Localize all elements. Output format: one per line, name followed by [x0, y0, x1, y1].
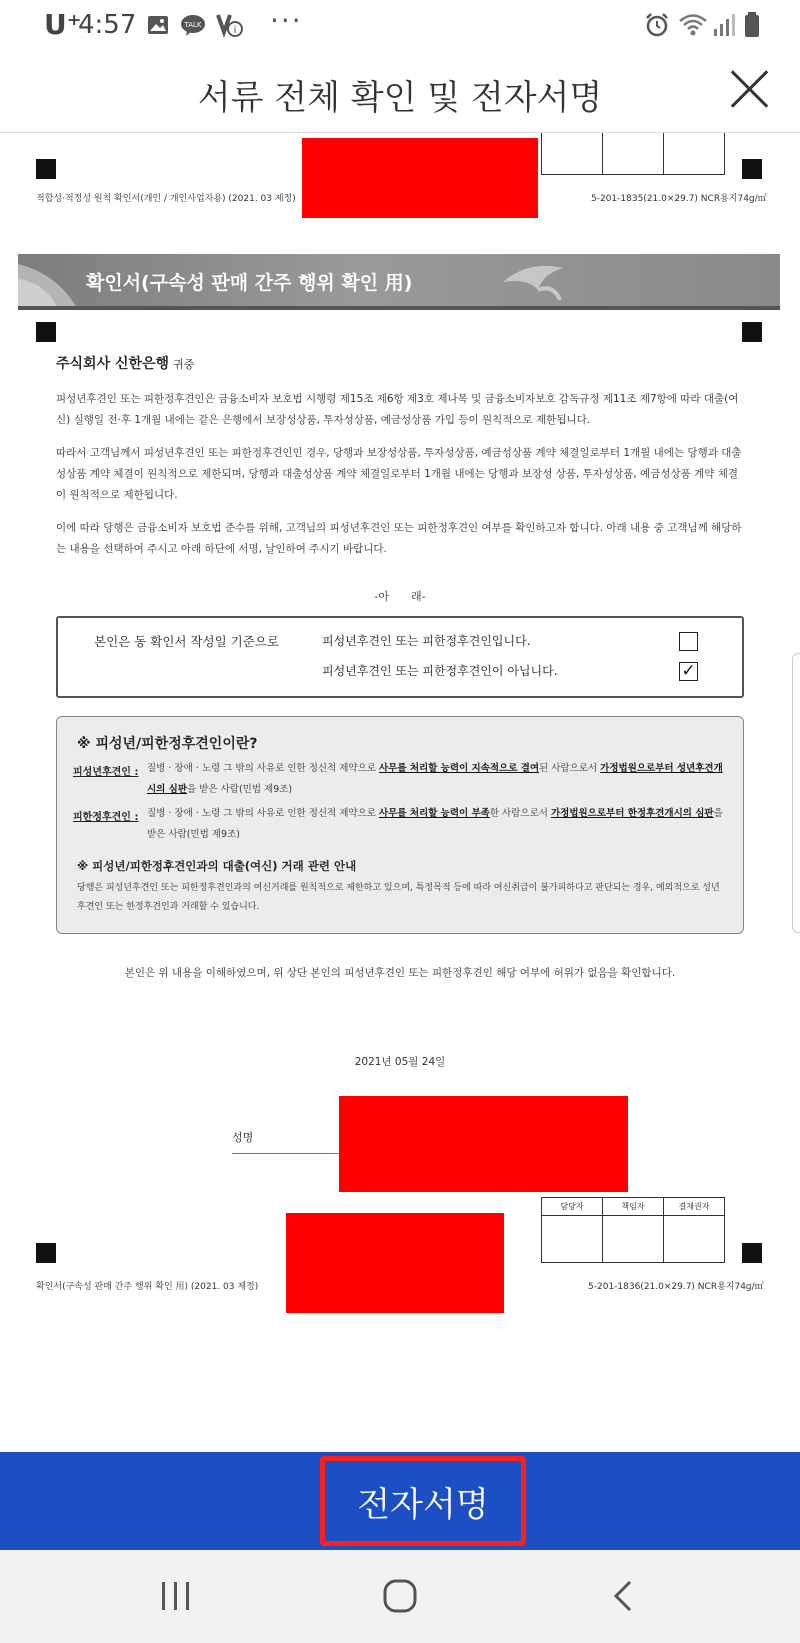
paragraph-2: 따라서 고객님께서 피성년후견인 또는 피한정후견인인 경우, 당행과 보장성상품, 투자성상품, 예금성상품 계약 체결일로부터 1개월 내에는 당행과 대출성상품 계약 체결이 원칙적으로 제한되며, 당행과 대출성상품 계약 체결일로부터 1개월 내에는 당행과 보장성 상품, 투자성상품, 예금성상품 계약 체결이 원칙적으로 제한됩니다.	[56, 447, 742, 501]
v3-app-icon	[216, 12, 246, 38]
carrier-label: U⁺	[44, 8, 82, 41]
back-icon[interactable]	[594, 1576, 654, 1616]
def-text: 을 받은 사람(민법 제9조)	[187, 784, 293, 795]
info-note: 당행은 피성년후견인 또는 피한정후견인과의 여신거래를 원칙적으로 제한하고 있으며, 특정목적 등에 따라 여신취급이 불가피하다고 판단되는 경우, 예외적으로 성년후견인 또는 한정후견인과 거래할 수 있습니다.	[77, 883, 720, 912]
recent-apps-icon[interactable]	[146, 1576, 206, 1616]
def-text: 질병 · 장애 · 노령 그 밖의 사유로 인한 정신적 제약으로	[147, 808, 379, 819]
def-emphasis: 사무를 처리할 능력이 부족	[378, 808, 490, 819]
document-title: 확인서(구속성 판매 간주 행위 확인 用)	[86, 272, 413, 294]
option-is-ward-checkbox[interactable]	[679, 632, 698, 651]
system-nav-bar	[0, 1550, 800, 1643]
home-icon[interactable]	[370, 1576, 430, 1616]
registration-mark	[742, 159, 762, 179]
name-label: 성명	[232, 1131, 254, 1144]
signal-icon	[712, 12, 736, 38]
addressee-suffix: 귀중	[173, 358, 195, 371]
redaction-block-signature	[339, 1096, 628, 1192]
app-header	[0, 50, 800, 132]
def-text: 한 사람으로서	[489, 808, 551, 819]
svg-text:i: i	[233, 25, 237, 36]
prev-page-approval-grid	[541, 132, 725, 175]
declaration-text: 본인은 위 내용을 이해하였으며, 위 상단 본인의 피성년후견인 또는 피한정후견인 해당 여부에 허위가 없음을 확인합니다.	[124, 967, 676, 979]
battery-icon	[744, 12, 760, 38]
paragraph-1: 피성년후견인 또는 피한정후견인은 금융소비자 보호법 시행령 제15조 제6항 제3호 제나목 및 금융소비자보호 감독규정 제11조 제7항에 따라 대출(여신) 실행일 전·후 1개월 내에는 같은 은행에서 보장성상품, 투자성상품, 예금성상품 가입 등이 원칙적으로 제한됩니다.	[56, 393, 739, 426]
info-title: ※ 피성년/피한정후견인이란?	[77, 736, 258, 752]
info-subtitle: ※ 피성년/피한정후견인과의 대출(여신) 거래 관련 안내	[77, 859, 357, 873]
registration-mark	[742, 1243, 762, 1263]
option-not-ward-checkbox[interactable]: ✓	[679, 662, 698, 681]
definition-info-box	[56, 716, 744, 934]
def-text: 질병 · 장애 · 노령 그 밖의 사유로 인한 정신적 제약으로	[147, 763, 379, 774]
def-text: 을 받은 사람(민법 제9조)	[147, 808, 723, 840]
clock: 4:57	[78, 10, 137, 40]
alarm-icon	[644, 12, 670, 38]
approval-table	[541, 1197, 725, 1263]
addressee	[56, 353, 194, 373]
def-emphasis: 가정법원으로부터 한정후견개시의 심판	[550, 808, 714, 819]
def-text: 된 사람으로서	[539, 763, 601, 774]
kakaotalk-icon	[180, 12, 206, 38]
registration-mark	[36, 322, 56, 342]
registration-mark	[742, 322, 762, 342]
approval-header-approver: 결재권자	[678, 1202, 710, 1211]
name-underline	[232, 1153, 342, 1154]
redaction-block	[302, 138, 538, 218]
gallery-icon	[146, 12, 170, 38]
prev-page-footer-left: 적합성·적정성 원칙 확인서(개인 / 개인사업자용) (2021. 03 제정)	[36, 194, 296, 204]
action-bar	[0, 1452, 800, 1550]
page-title: 서류 전체 확인 및 전자서명	[197, 78, 603, 118]
registration-mark	[36, 1243, 56, 1263]
close-button[interactable]	[728, 68, 770, 110]
approval-header-manager: 책임자	[603, 1198, 664, 1215]
term-limited-ward: 피한정후견인 :	[73, 812, 139, 823]
more-notifications-icon: ···	[270, 4, 303, 37]
def-emphasis: 사무를 처리할 능력이 지속적으로 결여	[378, 763, 540, 774]
bank-logo-watermark-icon	[498, 260, 568, 304]
option-not-ward-label: 피성년후견인 또는 피한정후견인이 아닙니다.	[322, 664, 558, 678]
page-footer-right: 5-201-1836(21.0×29.7) NCR용지74g/㎡	[588, 1282, 764, 1292]
redaction-block-stamp	[286, 1213, 504, 1313]
paragraph-3: 이에 따라 당행은 금융소비자 보호법 준수를 위해, 고객님의 피성년후견인 또는 피한정후견인 여부를 확인하고자 합니다. 아래 내용 중 고객님께 해당하는 내용을 선택하여 주시고 아래 하단에 서명, 날인하여 주시기 바랍니다.	[56, 522, 742, 555]
e-signature-button[interactable]: 전자서명	[320, 1456, 526, 1546]
registration-mark	[36, 159, 56, 179]
status-bar	[0, 0, 800, 50]
approval-header-staff: 담당자	[542, 1198, 603, 1215]
term-adult-ward-definition	[147, 758, 727, 800]
page-footer-left: 확인서(구속성 판매 간주 행위 확인 用) (2021. 03 제정)	[36, 1282, 259, 1292]
section-divider-label: -아 래-	[374, 590, 426, 603]
document-viewer[interactable]	[0, 132, 800, 1452]
term-adult-ward: 피성년후견인 :	[73, 767, 139, 778]
confirmation-lead: 본인은 동 확인서 작성일 기준으로	[94, 634, 279, 649]
signature-date: 2021년 05월 24일	[354, 1056, 446, 1068]
option-is-ward-label: 피성년후견인 또는 피한정후견인입니다.	[322, 634, 531, 648]
prev-page-footer-right: 5-201-1835(21.0×29.7) NCR용지74g/㎡	[591, 194, 767, 204]
addressee-name: 주식회사 신한은행	[56, 356, 170, 372]
scroll-handle[interactable]	[792, 653, 800, 933]
confirmation-box	[56, 616, 744, 698]
term-limited-ward-definition	[147, 803, 727, 845]
svg-text:TALK: TALK	[184, 21, 202, 29]
document-banner	[18, 254, 780, 310]
wifi-icon	[678, 12, 708, 38]
def-emphasis: 가정법원으로부터 성년후견개시의 심판	[147, 763, 723, 795]
